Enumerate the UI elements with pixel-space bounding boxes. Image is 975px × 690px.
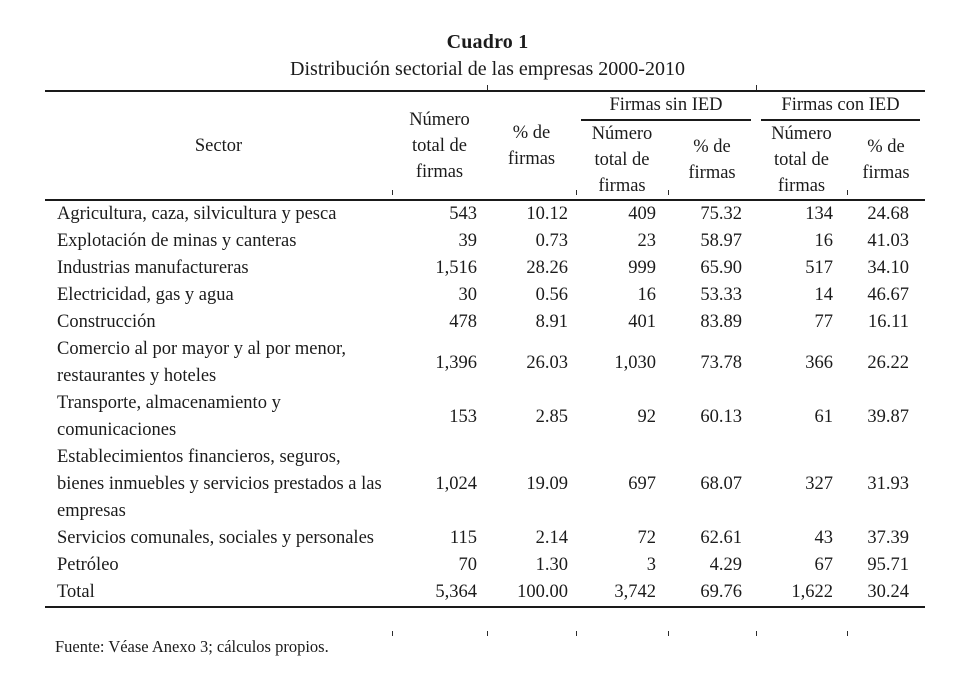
con-ied-total-cell: 366	[805, 352, 833, 373]
con-ied-total-cell: 77	[814, 312, 833, 332]
sin-ied-pct-cell: 69.76	[668, 579, 756, 607]
header-group-con-ied	[756, 91, 925, 121]
table-row	[45, 390, 925, 444]
total-firms-cell: 5,364	[392, 579, 487, 607]
header-con-ied-total: Número total de firmas	[771, 124, 832, 196]
total-firms-cell: 39	[458, 231, 477, 251]
con-ied-total-cell: 1,622	[756, 579, 847, 607]
sin-ied-total-cell: 72	[637, 528, 656, 548]
con-ied-total-cell: 16	[814, 231, 833, 251]
sin-ied-total-cell: 3	[646, 555, 656, 575]
table-row	[45, 282, 925, 309]
table-row	[45, 255, 925, 282]
sin-ied-pct-cell: 4.29	[709, 555, 742, 575]
con-ied-pct-cell: 30.24	[847, 579, 925, 607]
total-firms-cell: 70	[458, 555, 477, 575]
sin-ied-pct-cell: 75.32	[700, 204, 742, 224]
sector-cell: Electricidad, gas y agua	[57, 285, 234, 305]
pct-firms-cell: 10.12	[526, 204, 568, 224]
total-firms-cell: 1,396	[435, 352, 477, 373]
con-ied-pct-cell: 16.11	[868, 312, 909, 332]
rule-tick	[756, 85, 757, 90]
pct-firms-cell: 19.09	[526, 474, 568, 494]
rule-tick	[487, 631, 488, 636]
table-row	[45, 444, 925, 525]
sin-ied-pct-cell: 73.78	[700, 352, 742, 373]
con-ied-pct-cell: 37.39	[867, 528, 909, 548]
table-row	[45, 200, 925, 228]
rule-tick	[392, 631, 393, 636]
con-ied-total-cell: 14	[814, 285, 833, 305]
rule-tick	[487, 85, 488, 90]
con-ied-pct-cell: 31.93	[867, 474, 909, 494]
con-ied-pct-cell: 39.87	[867, 406, 909, 427]
rule-tick	[668, 631, 669, 636]
header-group-row	[45, 91, 925, 121]
sin-ied-pct-cell: 60.13	[700, 406, 742, 427]
total-firms-cell: 478	[449, 312, 477, 332]
table-row	[45, 228, 925, 255]
sector-cell: Comercio al por mayor y al por menor, restaurantes y hoteles	[57, 339, 347, 386]
sector-cell: Industrias manufactureras	[57, 258, 249, 278]
sin-ied-total-cell: 401	[628, 312, 656, 332]
pct-firms-cell: 0.73	[535, 231, 568, 251]
pct-firms-cell: 100.00	[487, 579, 576, 607]
con-ied-pct-cell: 41.03	[867, 231, 909, 251]
table-title: Cuadro 1	[446, 31, 529, 53]
total-firms-cell: 1,516	[435, 258, 477, 278]
header-sin-ied-pct: % de firmas	[688, 137, 736, 183]
sector-distribution-table	[45, 90, 925, 608]
table-row	[45, 309, 925, 336]
total-firms-cell: 1,024	[435, 474, 477, 494]
sin-ied-pct-cell: 58.97	[700, 231, 742, 251]
sin-ied-total-cell: 697	[628, 474, 656, 494]
sin-ied-total-cell: 16	[637, 285, 656, 305]
sin-ied-pct-cell: 68.07	[700, 474, 742, 494]
total-firms-cell: 115	[449, 528, 477, 548]
con-ied-pct-cell: 46.67	[867, 285, 909, 305]
rule-tick	[847, 631, 848, 636]
con-ied-pct-cell: 95.71	[867, 555, 909, 575]
table-subtitle: Distribución sectorial de las empresas 2000-2010	[290, 58, 685, 80]
header-con-ied-pct: % de firmas	[862, 137, 910, 183]
sector-cell: Total	[45, 579, 392, 607]
rule-tick	[576, 190, 577, 195]
pct-firms-cell: 1.30	[535, 555, 568, 575]
sin-ied-pct-cell: 83.89	[700, 312, 742, 332]
table-body	[45, 200, 925, 607]
sector-cell: Establecimientos financieros, seguros, bienes inmuebles y servicios prestados a las empresas	[57, 447, 382, 521]
sector-cell: Explotación de minas y canteras	[57, 231, 297, 251]
group-sin-ied-label: Firmas sin IED	[581, 92, 751, 121]
pct-firms-cell: 26.03	[526, 352, 568, 373]
sector-cell: Servicios comunales, sociales y personales	[57, 528, 374, 548]
sin-ied-total-cell: 999	[628, 258, 656, 278]
con-ied-total-cell: 517	[805, 258, 833, 278]
con-ied-total-cell: 61	[814, 406, 833, 427]
con-ied-pct-cell: 26.22	[867, 352, 909, 373]
header-sin-ied-total: Número total de firmas	[591, 124, 653, 196]
pct-firms-cell: 8.91	[535, 312, 568, 332]
pct-firms-cell: 2.85	[535, 406, 568, 427]
table-row	[45, 552, 925, 579]
table-header	[45, 91, 925, 200]
total-firms-cell: 153	[449, 406, 477, 427]
header-group-sin-ied	[576, 91, 756, 121]
sin-ied-total-cell: 92	[637, 406, 656, 427]
con-ied-total-cell: 43	[814, 528, 833, 548]
pct-firms-cell: 2.14	[535, 528, 568, 548]
table-row	[45, 336, 925, 390]
sin-ied-total-cell: 23	[637, 231, 656, 251]
group-con-ied-label: Firmas con IED	[761, 92, 920, 121]
pct-firms-cell: 28.26	[526, 258, 568, 278]
sin-ied-total-cell: 409	[628, 204, 656, 224]
rule-tick	[756, 631, 757, 636]
con-ied-total-cell: 134	[805, 204, 833, 224]
sector-cell: Transporte, almacenamiento y comunicaciones	[57, 393, 281, 440]
source-note: Fuente: Véase Anexo 3; cálculos propios.	[55, 637, 329, 656]
rule-tick	[668, 190, 669, 195]
sector-cell: Petróleo	[57, 555, 119, 575]
sin-ied-pct-cell: 65.90	[700, 258, 742, 278]
header-total-firms: Número total de firmas	[409, 109, 470, 182]
total-firms-cell: 543	[449, 204, 477, 224]
con-ied-pct-cell: 24.68	[867, 204, 909, 224]
con-ied-pct-cell: 34.10	[867, 258, 909, 278]
table-row	[45, 525, 925, 552]
con-ied-total-cell: 327	[805, 474, 833, 494]
sin-ied-pct-cell: 53.33	[700, 285, 742, 305]
table-row	[45, 579, 925, 607]
sin-ied-pct-cell: 62.61	[700, 528, 742, 548]
sector-cell: Agricultura, caza, silvicultura y pesca	[57, 204, 337, 224]
header-sector: Sector	[194, 135, 243, 156]
header-pct-firms: % de firmas	[507, 122, 556, 169]
sin-ied-total-cell: 3,742	[576, 579, 668, 607]
sector-cell: Construcción	[57, 312, 156, 332]
total-firms-cell: 30	[458, 285, 477, 305]
rule-tick	[392, 190, 393, 195]
pct-firms-cell: 0.56	[535, 285, 568, 305]
con-ied-total-cell: 67	[814, 555, 833, 575]
rule-tick	[847, 190, 848, 195]
sin-ied-total-cell: 1,030	[614, 352, 656, 373]
rule-tick	[576, 631, 577, 636]
